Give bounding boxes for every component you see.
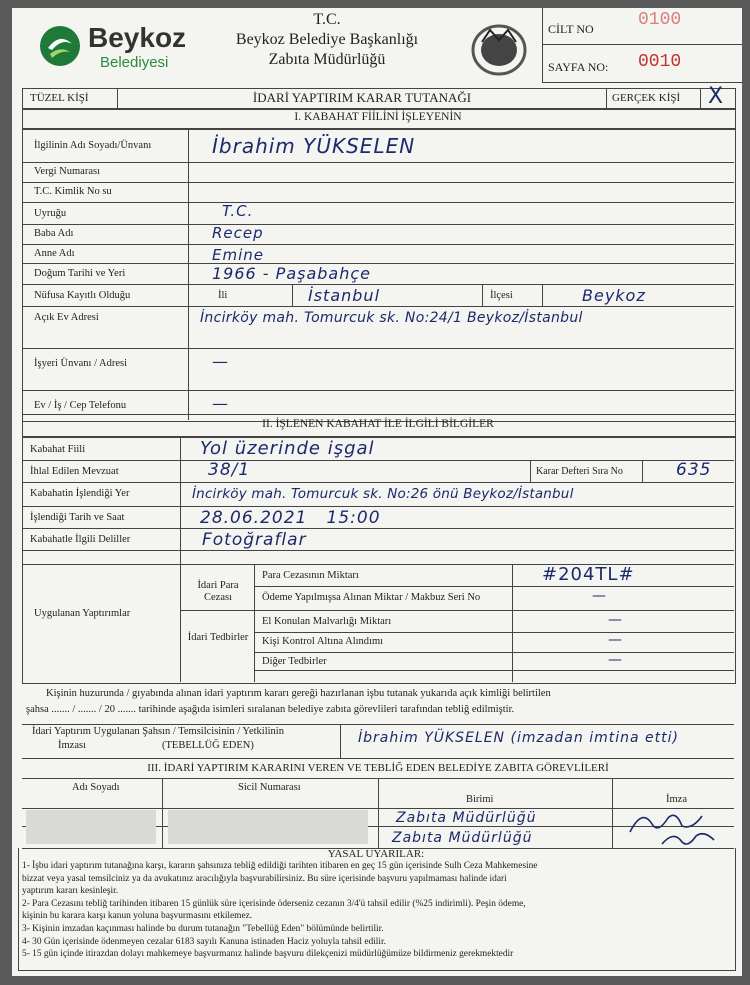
field-value-decision-no: 635 — [676, 460, 712, 480]
col-header-birim: Birimi — [466, 794, 494, 805]
field-label-address: Açık Ev Adresi — [34, 312, 99, 323]
field-value-mother: Emine — [212, 246, 264, 264]
redacted-sicil-numbers — [168, 810, 368, 844]
tuzel-kisi-label: TÜZEL KİŞİ — [30, 92, 89, 104]
field-label-custody: Kişi Kontrol Altına Alındımı — [262, 636, 384, 647]
field-label-workplace: İşyeri Ünvanı / Adresi — [34, 358, 128, 369]
field-label-registry: Nüfusa Kayıtlı Olduğu — [34, 290, 131, 301]
field-value-offense: Yol üzerinde işgal — [200, 438, 375, 459]
field-value-seized-assets: — — [608, 612, 623, 628]
header-tc: T.C. — [313, 11, 341, 28]
signature-label-2: İmzası — [58, 740, 86, 751]
header-department: Zabıta Müdürlüğü — [268, 51, 386, 68]
field-value-datetime: 28.06.2021 15:00 — [200, 508, 381, 528]
section2-title: II. İŞLENEN KABAHAT İLE İLGİLİ BİLGİLER — [262, 418, 494, 430]
field-value-phone: — — [212, 394, 229, 413]
field-label-offense: Kabahat Fiili — [30, 444, 86, 455]
legal-line: 4- 30 Gün içerisinde ödenmeyen cezalar 6183 sayılı Kanuna istinaden Haciz yoluyla tahsil edilir. — [22, 936, 386, 947]
statement-line-1: Kişinin huzurunda / gıyabında alınan idari yaptırım kararı gereği hazırlanan işbu tutanak yukarıda açık kimliği belirtilen — [46, 688, 551, 699]
officer-signatures — [622, 804, 722, 850]
col-header-imza: İmza — [666, 794, 687, 805]
field-label-decision-no: Karar Defteri Sıra No — [536, 466, 623, 477]
header-municipality: Beykoz Belediye Başkanlığı — [235, 31, 419, 48]
legal-warnings — [22, 860, 732, 961]
beykoz-logo-icon — [38, 24, 82, 68]
col-header-sicil: Sicil Numarası — [238, 782, 301, 793]
field-label-sanctions: Uygulanan Yaptırımlar — [34, 608, 131, 619]
field-label-other-measures: Diğer Tedbirler — [262, 656, 327, 667]
section1-table — [22, 128, 736, 422]
field-value-payment: — — [592, 588, 607, 604]
field-value-address: İncirköy mah. Tomurcuk sk. No:24/1 Beykoz/İstanbul — [200, 310, 583, 326]
field-label-regulation: İhlal Edilen Mevzuat — [30, 466, 119, 477]
field-label-father: Baba Adı — [34, 228, 74, 239]
legal-line: yaptırım kararı kesinleşir. — [22, 886, 119, 897]
legal-line: bizzat veya yasal temsilciniz ya da avukatınız aracılığıyla başvurabilirsiniz. Bu süre içerisinde başvuru yapılmaması halinde idari — [22, 873, 507, 884]
officer-unit-2: Zabıta Müdürlüğü — [392, 830, 533, 846]
sayfa-label: SAYFA NO: — [548, 60, 609, 74]
field-label-place: Kabahatin İşlendiği Yer — [30, 488, 130, 499]
field-value-other-measures: — — [608, 652, 623, 668]
fine-form-paper — [12, 8, 742, 976]
redacted-officer-names — [26, 810, 156, 844]
signature-label-3: (TEBELLÜĞ EDEN) — [162, 740, 254, 751]
field-label-phone: Ev / İş / Cep Telefonu — [34, 400, 127, 411]
field-value-place: İncirköy mah. Tomurcuk sk. No:26 önü Beykoz/İstanbul — [192, 486, 574, 502]
field-label-datetime: İşlendiği Tarih ve Saat — [30, 512, 125, 523]
field-value-ilce: Beykoz — [582, 286, 646, 305]
field-label-name: İlgilinin Adı Soyadı/Ünvanı — [34, 140, 152, 151]
signature-value: İbrahim YÜKSELEN (imzadan imtina etti) — [358, 730, 679, 746]
field-value-father: Recep — [212, 224, 264, 242]
field-value-evidence: Fotoğraflar — [202, 530, 307, 550]
field-label-seized-assets: El Konulan Malvarlığı Miktarı — [262, 616, 392, 627]
beykoz-logo — [38, 22, 198, 74]
officer-unit-1: Zabıta Müdürlüğü — [396, 810, 537, 826]
field-value-il: İstanbul — [308, 286, 381, 305]
statement-line-2: şahsa ....... / ....... / 20 ....... tarihinde aşağıda isimleri sıralanan belediye zabıta görevlileri tarafından tebliğ edilmiştir. — [26, 704, 515, 715]
sayfa-value: 0010 — [638, 52, 682, 72]
municipal-seal-icon — [464, 20, 534, 80]
col-header-name: Adı Soyadı — [72, 782, 120, 793]
field-label-il: İli — [218, 290, 228, 301]
field-label-payment: Ödeme Yapılmışsa Alınan Miktar / Makbuz Seri No — [262, 592, 481, 603]
field-value-birth: 1966 - Paşabahçe — [212, 264, 371, 283]
field-label-evidence: Kabahatle İlgili Deliller — [30, 534, 131, 545]
field-label-tc-id: T.C. Kimlik No su — [34, 186, 112, 197]
gercek-kisi-label: GERÇEK KİŞİ — [612, 92, 681, 104]
field-value-name: İbrahim YÜKSELEN — [212, 134, 416, 158]
field-label-ilce: İlçesi — [490, 290, 513, 301]
label-admin-fine: İdari Para Cezası — [197, 580, 239, 603]
field-value-fine-amount: #204TL# — [542, 564, 635, 585]
field-value-regulation: 38/1 — [208, 460, 251, 480]
legal-title: YASAL UYARILAR: — [327, 848, 425, 860]
field-label-birth: Doğum Tarihi ve Yeri — [34, 268, 126, 279]
legal-line: 5- 15 gün içinde itirazdan dolayı mahkemeye başvurmanız halinde başvuru dilekçenizi müdürlüğümüze bildirmeniz gerekmektedir — [22, 949, 514, 960]
field-label-mother: Anne Adı — [34, 248, 75, 259]
statement-text — [26, 686, 734, 718]
cilt-label: CİLT NO — [548, 22, 594, 36]
form-title: İDARİ YAPTIRIM KARAR TUTANAĞI — [252, 90, 472, 105]
legal-line: kişinin bu karara karşı kanun yoluna başvurmasını etkilemez. — [22, 911, 253, 922]
section1-title: I. KABAHAT FİİLİNİ İŞLEYENİN — [294, 111, 462, 123]
legal-line: 3- Kişinin imzadan kaçınması halinde bu durum tutanağın "Tebellüğ Eden" bölümünde belirtilir. — [22, 923, 384, 934]
field-label-nationality: Uyruğu — [34, 208, 67, 219]
gercek-kisi-checkmark: X — [708, 84, 725, 109]
label-admin-measures: İdari Tedbirler — [187, 632, 249, 643]
signature-label-1: İdari Yaptırım Uygulanan Şahsın / Temsilcisinin / Yetkilinin — [32, 726, 284, 737]
section3-title: III. İDARİ YAPTIRIM KARARINI VEREN VE TEBLİĞ EDEN BELEDİYE ZABITA GÖREVLİLERİ — [147, 762, 609, 774]
field-label-tax: Vergi Numarası — [34, 166, 100, 177]
logo-name: Beykoz — [88, 22, 187, 53]
field-value-nationality: T.C. — [222, 202, 254, 220]
logo-subtitle: Belediyesi — [100, 54, 169, 71]
field-label-fine-amount: Para Cezasının Miktarı — [262, 570, 359, 581]
legal-line: 1- İşbu idari yaptırım tutanağına karşı, kararın şahsınıza tebliğ edildiği tarihten itibaren en geç 15 gün içerisinde Sulh Ceza Mahkemesine — [22, 861, 538, 871]
field-value-custody: — — [608, 632, 623, 648]
legal-line: 2- Para Cezasını tebliğ tarihinden itibaren 15 günlük süre içerisinde öderseniz cezanın 3/4'ü tahsil edilir (%25 indirimli). Peşin ödeme, — [22, 898, 526, 909]
field-value-workplace: — — [212, 352, 229, 371]
cilt-value: 0100 — [638, 10, 682, 30]
